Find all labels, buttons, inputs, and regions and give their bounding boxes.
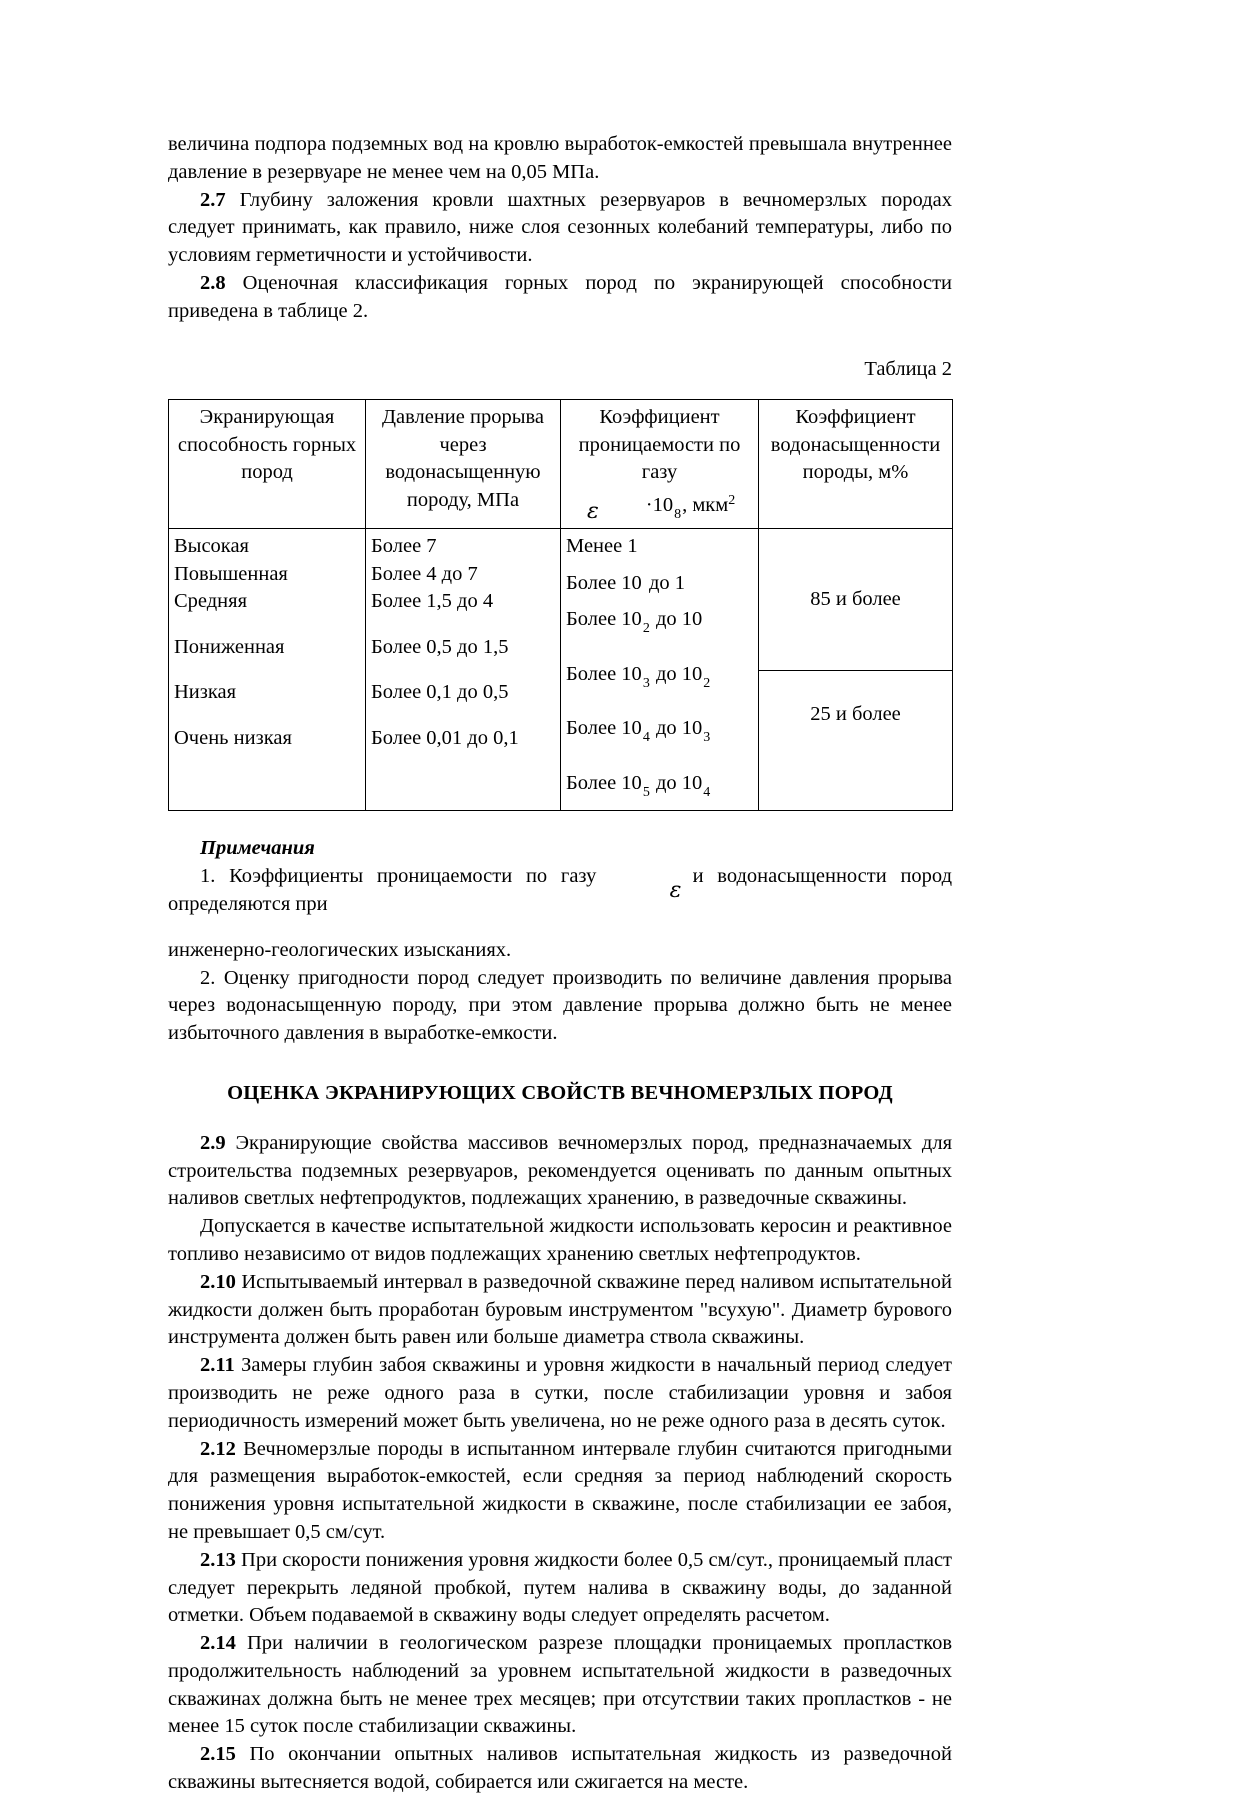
perm-prefix: Более 10 — [566, 771, 642, 794]
perm-prefix: Более 10 — [566, 608, 642, 631]
paragraph-2-14 — [168, 1630, 952, 1741]
saturation-group-1 — [759, 529, 952, 670]
perm-subscript-2: 3 — [703, 730, 711, 746]
header-line: проницаемости по газу — [578, 433, 741, 484]
perm-mid: до 1 — [643, 571, 685, 594]
header-line: породу, МПа — [406, 488, 520, 511]
paragraph-2-13 — [168, 1547, 952, 1630]
table-cell-value — [566, 533, 753, 570]
epsilon-symbol: ε — [587, 498, 599, 524]
formula-unit: , мкм — [682, 493, 729, 516]
paragraph-2-15 — [168, 1741, 952, 1797]
perm-mid: до 10 — [650, 608, 703, 631]
note-2 — [168, 965, 952, 1048]
table-cell-value — [566, 697, 753, 752]
perm-subscript-1: 4 — [642, 730, 650, 746]
table-header — [169, 400, 953, 529]
paragraph-text: Вечномерзлые породы в испытанном интервале глубин считаются пригодными для размещения выработок-емкостей, если средняя за период наблюдений скорость понижения уровня испытательной жидкости в скважине, после стабилизации ее забоя, не превышает 0,5 см/сут. — [168, 1437, 953, 1543]
table-cell-value: Средняя — [174, 590, 248, 613]
table-cell-value: Более 0,1 до 0,5 — [371, 681, 509, 704]
header-line: Давление прорыва — [382, 406, 544, 429]
paragraph-text: Глубину заложения кровли шахтных резервуаров в вечномерзлых породах следует принимать, как правило, ниже слоя сезонных колебаний температуры, либо по условиям герметичности и устойчивости. — [168, 188, 952, 267]
paragraph-text: При наличии в геологическом разрезе площадки проницаемых пропластков продолжительность наблюдений за уровнем испытательной жидкости в разведочных скважинах должна быть не менее трех месяцев; при отсутствии таких пропластков - не менее 15 суток после стабилизации скважины. — [168, 1632, 952, 1738]
cell-breakthrough-pressures — [366, 529, 561, 811]
paragraph-text: Допускается в качестве испытательной жидкости использовать керосин и реактивное топливо независимо от видов подлежащих хранению светлых нефтепродуктов. — [168, 1215, 952, 1265]
perm-subscript-2 — [685, 585, 687, 600]
header-line: водонасыщенности — [770, 433, 941, 456]
formula-body — [588, 492, 736, 522]
cell-water-saturation — [759, 529, 953, 811]
table-cell-value: Пониженная — [174, 635, 285, 658]
table-cell-value: Высокая — [174, 535, 249, 558]
section-heading: ОЦЕНКА ЭКРАНИРУЮЩИХ СВОЙСТВ ВЕЧНОМЕРЗЛЫХ ПОРОД — [227, 1081, 893, 1104]
perm-prefix: Более 10 — [566, 717, 642, 740]
perm-subscript-1: 5 — [642, 784, 650, 800]
header-line: Экранирующая — [199, 406, 335, 429]
perm-prefix: Более 10 — [566, 662, 642, 685]
perm-subscript-1: 2 — [642, 621, 650, 637]
paragraph-continuation — [168, 131, 952, 187]
table-cell-value: Более 7 — [371, 535, 437, 558]
notes-title: Примечания — [200, 837, 315, 860]
perm-subscript-2 — [702, 621, 704, 636]
perm-prefix: Более 10 — [566, 571, 642, 594]
header-line: породы, м% — [802, 461, 909, 484]
perm-subscript-2 — [640, 548, 642, 563]
table-cell-value — [566, 570, 753, 607]
perm-mid: до 10 — [650, 717, 703, 740]
table-caption: Таблица 2 — [864, 357, 952, 380]
table-cell-value: Более 0,5 до 1,5 — [371, 635, 509, 658]
note-text-after: и водонасыщенности пород определяются при — [168, 865, 953, 915]
table-cell-value: 85 и более — [810, 588, 901, 611]
paragraph-number: 2.15 — [200, 1743, 236, 1766]
note-1 — [168, 863, 952, 919]
table-cell-value — [566, 606, 753, 643]
paragraph-number: 2.7 — [200, 188, 226, 211]
header-line: через водонасыщенную — [385, 433, 541, 484]
note-1-continuation: инженерно-геологических изысканиях. — [168, 938, 512, 961]
table-header-row — [169, 400, 953, 529]
paragraph-text: Экранирующие свойства массивов вечномерзлых пород, предназначаемых для строительства подземных резервуаров, рекомендуется оценивать по данным опытных наливов светлых нефтепродуктов, подлежащих хранению, в разведочные скважины. — [168, 1131, 953, 1210]
perm-subscript-1: 3 — [642, 675, 650, 691]
header-line: Коэффициент — [795, 406, 916, 429]
table-cell-value: Более 4 до 7 — [371, 562, 478, 585]
note-number: 1. — [200, 865, 216, 888]
table-cell-value: Более 0,01 до 0,1 — [371, 726, 519, 749]
paragraph-number: 2.10 — [200, 1270, 236, 1293]
column-header-gas-permeability — [561, 400, 759, 529]
perm-prefix: Менее 1 — [566, 535, 638, 558]
paragraph-2-7 — [168, 187, 952, 270]
header-line: способность горных — [177, 433, 357, 456]
perm-mid: до 10 — [650, 662, 703, 685]
note-text-before: Коэффициенты проницаемости по газу — [229, 865, 597, 888]
table-cell-value: Очень низкая — [174, 726, 292, 749]
perm-subscript-2: 2 — [703, 675, 711, 691]
perm-subscript-2: 4 — [703, 784, 711, 800]
cell-gas-permeability — [561, 529, 759, 811]
paragraph-number: 2.8 — [200, 271, 226, 294]
header-line: Коэффициент — [599, 406, 720, 429]
table-cell-value: Более 1,5 до 4 — [371, 590, 494, 613]
epsilon-symbol: ε — [669, 878, 682, 904]
table-row — [169, 529, 953, 811]
paragraph-2-9 — [168, 1130, 952, 1213]
column-header-breakthrough-pressure — [366, 400, 561, 529]
table-cell-value: 25 и более — [810, 702, 901, 725]
saturation-group-2 — [759, 670, 952, 757]
paragraph-text: По окончании опытных наливов испытательная жидкость из разведочной скважины вытесняется водой, собирается или сжигается на месте. — [168, 1743, 952, 1794]
table-body — [169, 529, 953, 811]
paragraph-text: величина подпора подземных вод на кровлю выработок-емкостей превышала внутреннее давление в резервуаре не менее чем на 0,05 МПа. — [168, 133, 952, 183]
paragraph-number: 2.13 — [200, 1548, 236, 1571]
perm-mid: до 10 — [650, 771, 703, 794]
formula-unit-exponent: 2 — [728, 492, 736, 508]
header-line: пород — [241, 461, 293, 484]
paragraph-2-11 — [168, 1352, 952, 1435]
paragraph-2-12 — [168, 1436, 952, 1547]
paragraph-text: Испытываемый интервал в разведочной скважине перед наливом испытательной жидкости должен быть проработан буровым инструментом "всухую". Диаметр бурового инструмента должен быть равен или больше диаметра ствола скважины. — [168, 1270, 952, 1349]
paragraph-text: Оценочная классификация горных пород по экранирующей способности приведена в таблице 2. — [168, 271, 952, 322]
paragraph-number: 2.14 — [200, 1632, 236, 1655]
paragraph-number: 2.12 — [200, 1437, 236, 1460]
table-cell-value — [566, 752, 753, 807]
paragraph-dopuskaetsya — [168, 1213, 952, 1269]
column-header-shielding-ability — [169, 400, 366, 529]
header-formula — [565, 487, 754, 529]
cell-shielding-abilities — [169, 529, 366, 811]
formula-mantissa: ·10 — [645, 493, 674, 516]
formula-subscript: 8 — [674, 506, 682, 522]
column-header-water-saturation — [759, 400, 953, 529]
table-cell-value: Повышенная — [174, 562, 288, 585]
page-content — [168, 131, 952, 1797]
paragraph-number: 2.11 — [200, 1354, 235, 1377]
paragraph-text: Замеры глубин забоя скважины и уровня жидкости в начальный период следует производить не реже одного раза в сутки, после стабилизации уровня и забоя периодичность измерений может быть увеличена, но не реже одного раза в десять суток. — [168, 1354, 952, 1432]
paragraph-number: 2.9 — [200, 1131, 226, 1154]
paragraph-2-10 — [168, 1269, 952, 1352]
paragraph-2-8 — [168, 270, 952, 326]
table-cell-value — [566, 643, 753, 698]
note-text: Оценку пригодности пород следует производить по величине давления прорыва через водонасыщенную породу, при этом давление прорыва должно быть не менее избыточного давления в выработке-емкости. — [168, 966, 952, 1045]
note-number: 2. — [200, 966, 216, 989]
paragraph-text: При скорости понижения уровня жидкости более 0,5 см/сут., проницаемый пласт следует перекрыть ледяной пробкой, путем налива в скважину воды, до заданной отметки. Объем подаваемой в скважину воды следует определять расчетом. — [168, 1548, 952, 1627]
table-cell-value: Низкая — [174, 681, 237, 704]
classification-table — [168, 399, 953, 811]
